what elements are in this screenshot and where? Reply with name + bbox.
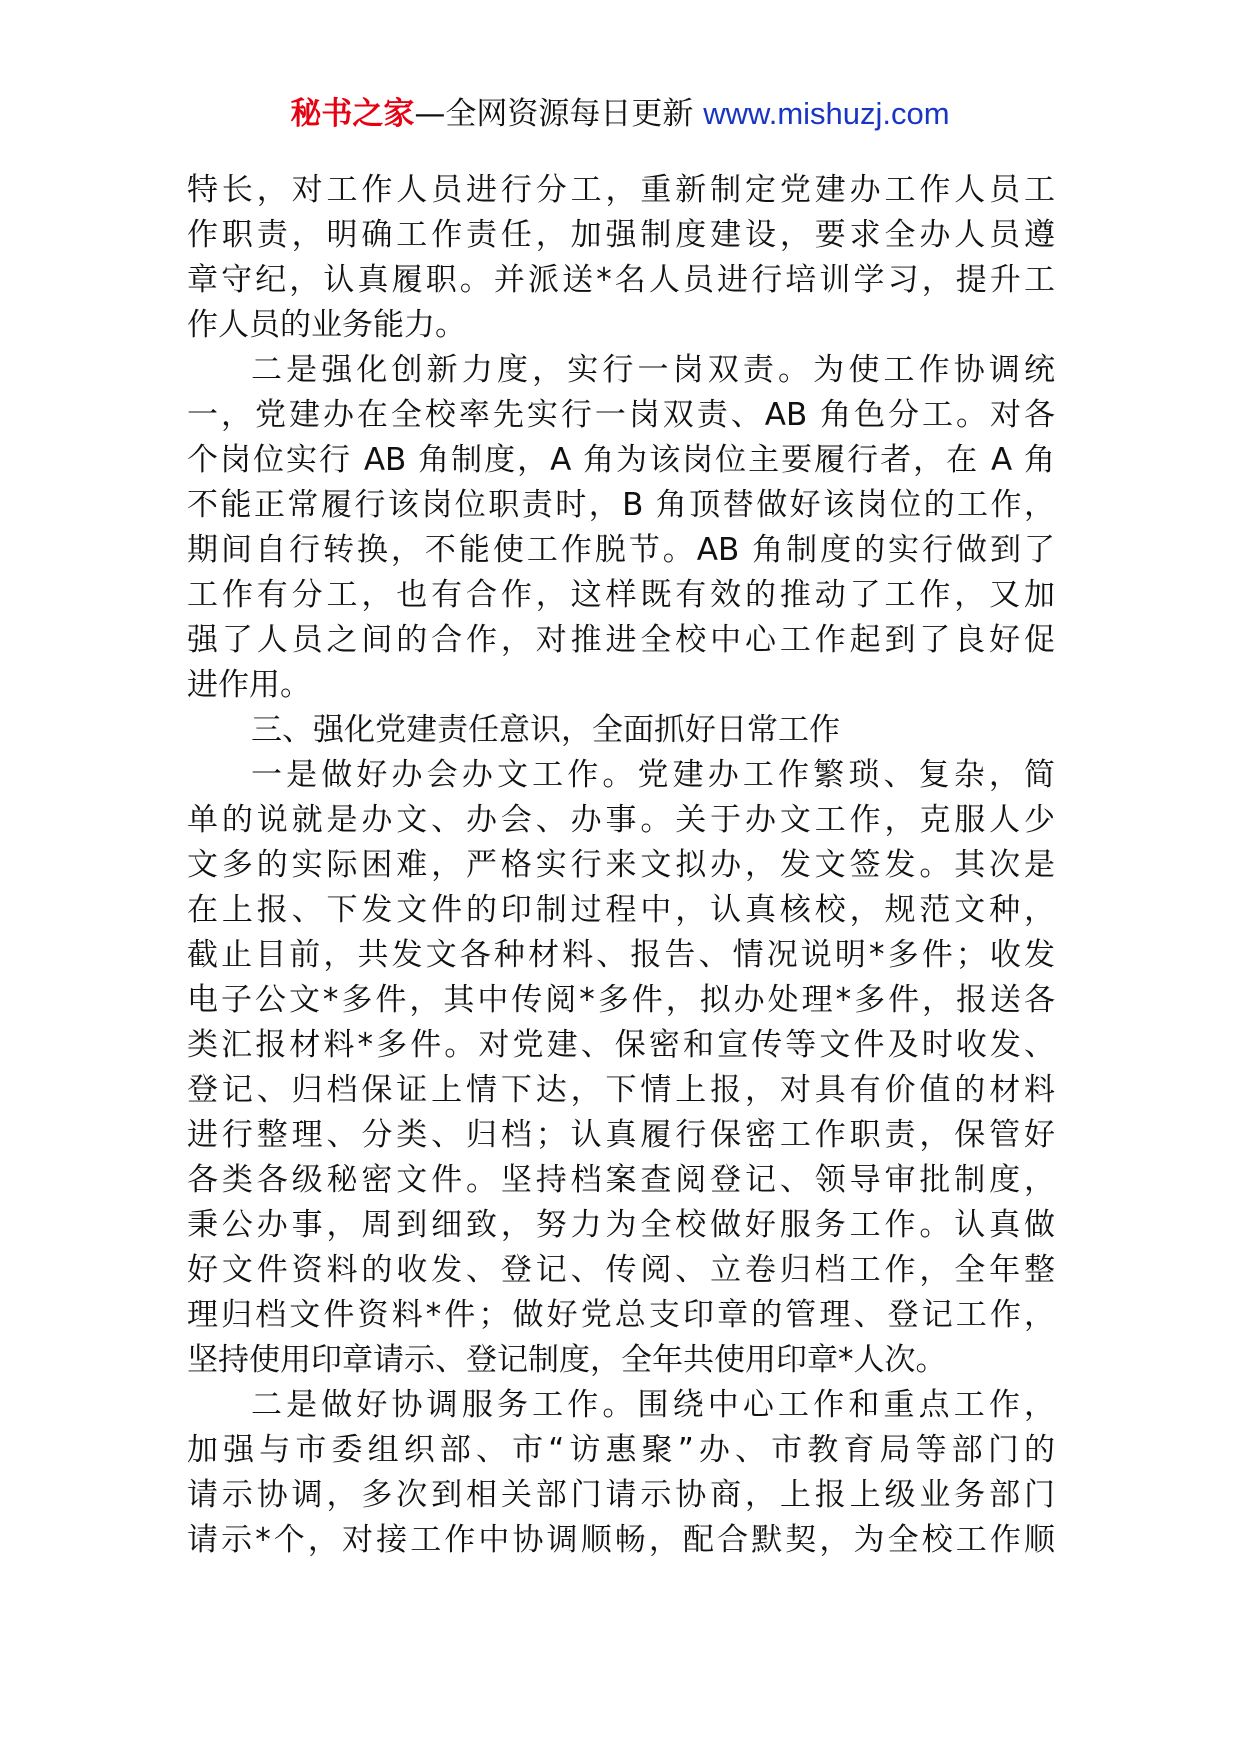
text-line: 请示协调，多次到相关部门请示协商，上报上级业务部门 xyxy=(187,1477,1055,1513)
text-line: 在上报、下发文件的印制过程中，认真核校，规范文种， xyxy=(187,892,1055,928)
page-header xyxy=(0,94,1240,134)
text-line: 文多的实际困难，严格实行来文拟办，发文签发。其次是 xyxy=(187,847,1055,883)
text-line: 期间自行转换，不能使工作脱节。AB 角制度的实行做到了 xyxy=(187,532,1055,568)
text-line: 不能正常履行该岗位职责时，B 角顶替做好该岗位的工作， xyxy=(187,487,1055,523)
document-body xyxy=(187,168,1055,1563)
text-line: 秉公办事，周到细致，努力为全校做好服务工作。认真做 xyxy=(187,1207,1055,1243)
text-line: 特长，对工作人员进行分工，重新制定党建办工作人员工 xyxy=(187,172,1055,208)
section-heading: 三、强化党建责任意识，全面抓好日常工作 xyxy=(251,712,840,748)
text-line: 坚持使用印章请示、登记制度，全年共使用印章*人次。 xyxy=(187,1342,947,1378)
site-url[interactable]: www.mishuzj.com xyxy=(703,96,950,131)
text-line: 电子公文*多件，其中传阅*多件，拟办处理*多件，报送各 xyxy=(187,982,1055,1018)
text-line: 加强与市委组织部、市“访惠聚”办、市教育局等部门的 xyxy=(187,1432,1055,1468)
text-line: 进行整理、分类、归档；认真履行保密工作职责，保管好 xyxy=(187,1117,1055,1153)
text-line: 各类各级秘密文件。坚持档案查阅登记、领导审批制度， xyxy=(187,1162,1055,1198)
text-line: 登记、归档保证上情下达，下情上报，对具有价值的材料 xyxy=(187,1072,1055,1108)
text-line: 理归档文件资料*件；做好党总支印章的管理、登记工作， xyxy=(187,1297,1055,1333)
text-line: 个岗位实行 AB 角制度，A 角为该岗位主要履行者，在 A 角 xyxy=(187,442,1055,478)
text-line: 单的说就是办文、办会、办事。关于办文工作，克服人少 xyxy=(187,802,1055,838)
text-line: 作职责，明确工作责任，加强制度建设，要求全办人员遵 xyxy=(187,217,1055,253)
text-line: 请示*个，对接工作中协调顺畅，配合默契，为全校工作顺 xyxy=(187,1522,1055,1558)
text-line: 二是强化创新力度，实行一岗双责。为使工作协调统 xyxy=(251,352,1055,388)
site-brand: 秘书之家 xyxy=(290,96,415,132)
text-line: 工作有分工，也有合作，这样既有效的推动了工作，又加 xyxy=(187,577,1055,613)
text-line: 进作用。 xyxy=(187,667,311,703)
text-line: 一是做好办会办文工作。党建办工作繁琐、复杂，简 xyxy=(251,757,1055,793)
text-line: 类汇报材料*多件。对党建、保密和宣传等文件及时收发、 xyxy=(187,1027,1055,1063)
text-line: 二是做好协调服务工作。围绕中心工作和重点工作， xyxy=(251,1387,1055,1423)
text-line: 章守纪，认真履职。并派送*名人员进行培训学习，提升工 xyxy=(187,262,1055,298)
text-line: 截止目前，共发文各种材料、报告、情况说明*多件；收发 xyxy=(187,937,1055,973)
text-line: 一，党建办在全校率先实行一岗双责、AB 角色分工。对各 xyxy=(187,397,1055,433)
text-line: 好文件资料的收发、登记、传阅、立卷归档工作，全年整 xyxy=(187,1252,1055,1288)
text-line: 作人员的业务能力。 xyxy=(187,307,466,343)
text-line: 强了人员之间的合作，对推进全校中心工作起到了良好促 xyxy=(187,622,1055,658)
site-tagline: —全网资源每日更新 xyxy=(414,96,694,132)
